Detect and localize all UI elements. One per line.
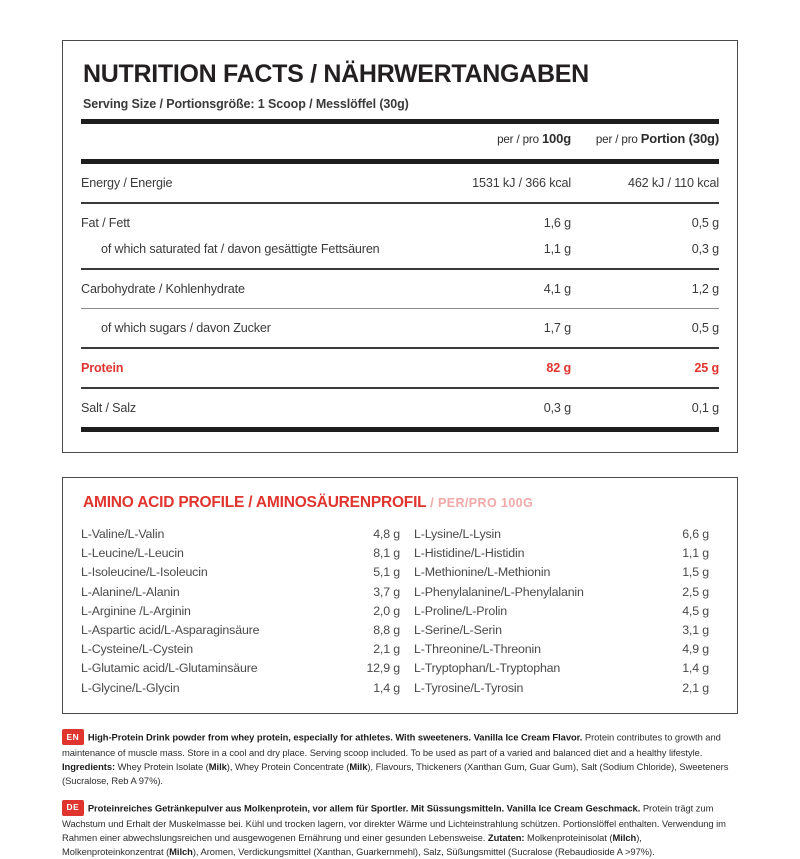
header-bottom-rule-row — [81, 153, 719, 170]
value-per-100g: 4,1 g — [543, 282, 571, 297]
amino-right-body — [400, 524, 719, 697]
per-100g-prefix: per / pro — [497, 133, 542, 147]
ingredients-text: Whey Protein Isolate ( — [115, 761, 209, 773]
amino-acid-name: L-Proline/L-Prolin — [414, 603, 508, 618]
language-badge: DE — [62, 800, 84, 816]
amino-acid-value: 8,8 g — [373, 622, 400, 637]
value-per-100g: 1,6 g — [543, 216, 571, 231]
separator-rule — [81, 387, 719, 389]
ingredients-text: ), Molkenproteinkonzentrat ( — [62, 831, 642, 858]
separator-rule — [81, 202, 719, 204]
amino-acid-row — [81, 563, 400, 582]
amino-acid-name: L-Valine/L-Valin — [81, 527, 165, 542]
nutrient-name: Carbohydrate / Kohlenhydrate — [81, 282, 245, 297]
allergen-highlight: Milk — [208, 761, 227, 773]
amino-acid-name: L-Lysine/L-Lysin — [414, 527, 501, 542]
description-lead: Proteinreiches Getränkepulver aus Molkenprotein, vor allem für Sportler. Mit Süssungsmitteln. Vanilla Ice Cream Geschmack. — [87, 802, 641, 814]
row-separator-cell — [81, 421, 719, 438]
value-per-portion: 0,3 g — [691, 242, 719, 257]
value-per-portion: 0,1 g — [691, 401, 719, 416]
amino-acid-name: L-Aspartic acid/L-Asparaginsäure — [81, 622, 260, 637]
per-portion-prefix: per / pro — [595, 133, 641, 147]
description-body: Protein contributes to growth and maintenance of muscle mass. Store in a cool and dry place. Serving scoop included. To be used as part of a varied and balanced diet and a healthy lifestyle. — [62, 731, 721, 758]
description-paragraph — [62, 730, 738, 789]
allergen-highlight: Milk — [349, 761, 368, 773]
value-per-100g: 0,3 g — [543, 401, 571, 416]
per-portion-value: Portion (30g) — [640, 131, 719, 147]
nutrition-facts-panel — [62, 40, 738, 453]
ingredients-text: ), Aromen, Verdickungsmittel (Xanthan, Guarkernmehl), Salz, Süßungsmittel (Sucralose (Rebaudioside A >97%). — [192, 846, 655, 858]
amino-table-right — [400, 524, 719, 697]
amino-acid-row — [400, 620, 719, 639]
amino-acid-value: 1,4 g — [373, 680, 400, 695]
description-paragraph — [62, 801, 738, 859]
row-separator — [81, 341, 719, 355]
amino-acid-value: 4,8 g — [373, 527, 400, 542]
value-per-100g: 1,7 g — [543, 321, 571, 336]
value-per-100g: 1,1 g — [543, 242, 571, 257]
value-per-100g: 82 g — [546, 361, 571, 376]
amino-acid-value: 5,1 g — [373, 565, 400, 580]
row-separator-cell — [81, 381, 719, 395]
header-bottom-rule — [81, 159, 719, 164]
row-separator-cell — [81, 341, 719, 355]
amino-acid-row — [81, 620, 400, 639]
ingredients-text: ), Whey Protein Concentrate ( — [226, 761, 350, 773]
amino-acid-name: L-Histidine/L-Histidin — [414, 546, 525, 561]
ingredients-label: Zutaten: — [487, 831, 525, 843]
amino-acid-value: 3,7 g — [373, 584, 400, 599]
amino-acid-value: 3,1 g — [682, 622, 709, 637]
nutrition-table-body — [81, 124, 719, 170]
amino-acid-row — [400, 678, 719, 697]
ingredients-text: ), Flavours, Thickeners (Xanthan Gum, Guar Gum), Salt (Sodium Chloride), Sweeteners (Sucralose, Reb A 97%). — [62, 761, 729, 787]
value-per-portion: 1,2 g — [691, 282, 719, 297]
table-row — [81, 210, 719, 236]
value-per-portion: 0,5 g — [691, 216, 719, 231]
value-per-portion: 25 g — [694, 361, 719, 376]
amino-acid-name: L-Alanine/L-Alanin — [81, 584, 180, 599]
nutrient-name: Protein — [81, 361, 124, 376]
amino-acid-name: L-Methionine/L-Methionin — [414, 565, 551, 580]
amino-acid-name: L-Phenylalanine/L-Phenylalanin — [414, 584, 584, 599]
amino-table-left — [81, 524, 400, 697]
description-block — [62, 801, 738, 859]
amino-acid-value: 1,4 g — [682, 661, 709, 676]
row-separator — [81, 262, 719, 276]
amino-acid-name: L-Glutamic acid/L-Glutaminsäure — [81, 661, 258, 676]
amino-acid-value: 8,1 g — [373, 546, 400, 561]
per-100g-value: 100g — [541, 131, 571, 147]
table-row — [81, 395, 719, 421]
table-row — [81, 276, 719, 302]
amino-column-right — [400, 524, 719, 697]
amino-acid-name: L-Threonine/L-Threonin — [414, 642, 541, 657]
row-separator — [81, 381, 719, 395]
table-row — [81, 315, 719, 341]
header-per-portion — [571, 124, 719, 153]
table-header-row — [81, 124, 719, 153]
amino-left-body — [81, 524, 400, 697]
nutrient-name: of which sugars / davon Zucker — [101, 321, 271, 336]
amino-acid-name: L-Tryptophan/L-Tryptophan — [414, 661, 561, 676]
table-row — [81, 170, 719, 196]
amino-acid-row — [81, 544, 400, 563]
amino-acid-value: 2,1 g — [682, 680, 709, 695]
amino-acid-row — [400, 582, 719, 601]
amino-acid-name: L-Leucine/L-Leucin — [81, 546, 184, 561]
nutrition-rows-body — [81, 170, 719, 438]
amino-acid-name: L-Arginine /L-Arginin — [81, 603, 191, 618]
nutrient-name: Fat / Fett — [81, 216, 130, 231]
separator-rule — [81, 347, 719, 349]
amino-acid-name: L-Serine/L-Serin — [414, 622, 502, 637]
description-section — [62, 730, 738, 859]
value-per-100g: 1531 kJ / 366 kcal — [472, 176, 571, 191]
nutrient-name: Salt / Salz — [81, 401, 137, 416]
amino-acid-value: 1,1 g — [682, 546, 709, 561]
amino-title-main: AMINO ACID PROFILE / AMINOSÄURENPROFIL — [83, 494, 427, 512]
value-per-portion: 0,5 g — [691, 321, 719, 336]
ingredients-text: Molkenproteinisolat ( — [524, 831, 613, 843]
amino-acid-value: 2,5 g — [682, 584, 709, 599]
amino-acid-row — [81, 640, 400, 659]
amino-acid-row — [81, 659, 400, 678]
amino-acid-value: 4,9 g — [682, 642, 709, 657]
page-title: NUTRITION FACTS / NÄHRWERTANGABEN — [83, 60, 589, 88]
ingredients-label: Ingredients: — [62, 761, 116, 773]
separator-rule — [81, 268, 719, 270]
value-per-portion: 462 kJ / 110 kcal — [627, 176, 719, 191]
table-row — [81, 236, 719, 262]
header-bottom-rule-cell — [81, 153, 719, 170]
table-row — [81, 355, 719, 381]
nutrient-name: Energy / Energie — [81, 176, 173, 191]
row-separator — [81, 421, 719, 438]
row-separator-cell — [81, 196, 719, 210]
amino-column-left — [81, 524, 400, 697]
amino-acid-row — [81, 678, 400, 697]
row-separator — [81, 196, 719, 210]
amino-acid-row — [400, 659, 719, 678]
amino-acid-name: L-Tyrosine/L-Tyrosin — [414, 680, 524, 695]
row-separator-cell — [81, 262, 719, 276]
amino-acid-row — [81, 582, 400, 601]
row-separator-cell — [81, 302, 719, 315]
header-per-100g — [439, 124, 571, 153]
amino-title-suffix: / PER/PRO 100G — [430, 496, 534, 511]
amino-acid-row — [400, 601, 719, 620]
amino-acid-row — [400, 544, 719, 563]
description-block — [62, 730, 738, 789]
amino-acid-name: L-Isoleucine/L-Isoleucin — [81, 565, 208, 580]
amino-acid-name: L-Cysteine/L-Cystein — [81, 642, 194, 657]
description-body: Protein trägt zum Wachstum und Erhalt der Muskelmasse bei. Kühl und trocken lagern, vor direkter Wärme und Lichteinstrahlung schützen. Portionslöffel enthalten. Verwendung im Rahmen einer abwechslungsreichen und ausgewogenen Ernährung und einer gesunden Lebensweise. — [62, 802, 726, 843]
allergen-highlight: Milch — [169, 846, 193, 858]
description-lead: High-Protein Drink powder from whey protein, especially for athletes. With sweeteners. Vanilla Ice Cream Flavor. — [87, 731, 583, 743]
amino-acid-row — [81, 601, 400, 620]
amino-acid-value: 4,5 g — [682, 603, 709, 618]
amino-acid-title — [83, 494, 719, 512]
amino-acid-row — [81, 524, 400, 543]
amino-columns — [81, 524, 719, 697]
serving-size-text: Serving Size / Portionsgröße: 1 Scoop / Messlöffel (30g) — [83, 97, 409, 112]
amino-acid-row — [400, 563, 719, 582]
amino-acid-row — [400, 640, 719, 659]
amino-acid-value: 6,6 g — [682, 527, 709, 542]
amino-acid-row — [400, 524, 719, 543]
language-badge: EN — [62, 729, 84, 745]
separator-rule — [81, 308, 719, 309]
nutrition-table — [81, 124, 719, 438]
amino-acid-value: 12,9 g — [366, 661, 400, 676]
amino-acid-value: 2,1 g — [373, 642, 400, 657]
separator-rule — [81, 427, 719, 432]
amino-acid-value: 2,0 g — [373, 603, 400, 618]
header-label-cell — [81, 124, 439, 153]
amino-acid-value: 1,5 g — [682, 565, 709, 580]
amino-acid-name: L-Glycine/L-Glycin — [81, 680, 180, 695]
row-separator — [81, 302, 719, 315]
nutrient-name: of which saturated fat / davon gesättigte Fettsäuren — [101, 242, 380, 257]
amino-acid-panel — [62, 477, 738, 714]
allergen-highlight: Milch — [612, 831, 637, 843]
